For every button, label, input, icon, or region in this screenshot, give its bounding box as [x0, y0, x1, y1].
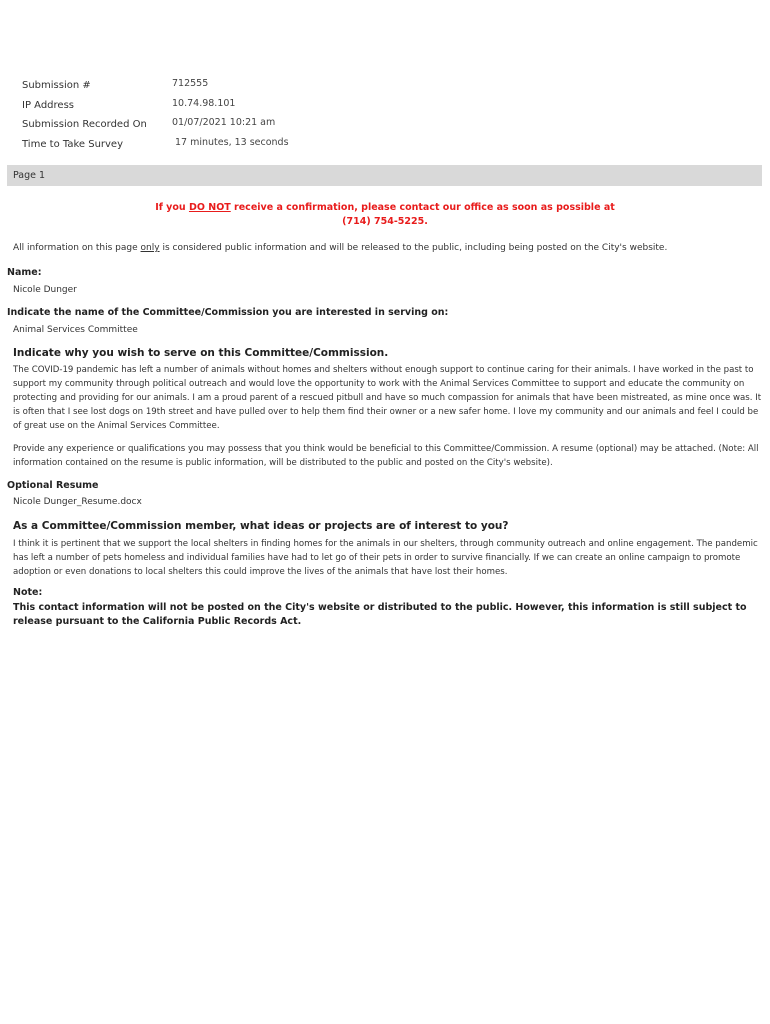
public-note-suffix: is considered public information and will be released to the public, including being posted on the City's website. — [159, 243, 668, 253]
ip-address-value: 10.74.98.101 — [172, 97, 236, 109]
note-text: This contact information will not be posted on the City's website or distributed to the public. However, this information is still subject to release pursuant to the California Public Records Act. — [13, 602, 747, 627]
name-value: Nicole Dunger — [13, 285, 77, 295]
why-serve-answer: The COVID-19 pandemic has left a number of animals without homes and shelters without enough support to continue caring for their animals. I have worked in the past to support my community through political outreach and would love the opportunity to work with the Animal Services Committee to support and educate the community on protecting and providing for our animals. I am a proud parent of a rescued pitbull and have so much compassion for animals that have been mistreated, as mine once was. It is often that I see lost dogs on 19th street and have pulled over to help them find their owner or a new safer home. I love my community and our animals and feel I could be of great use on the Animal Services Committee. — [13, 365, 762, 431]
warning-prefix: If you — [155, 202, 189, 213]
ideas-answer: I think it is pertinent that we support the local shelters in finding homes for the animals in our shelters, through community outreach and online engagement. The pandemic has left a number of pets homeless and individual families have had to let go of their pets in order to survive financially. If we can create an online campaign to promote adoption or even donations to local shelters this could improve the lives of the animals that have lost their homes. — [13, 539, 758, 577]
warning-line — [0, 201, 770, 215]
submission-number-value: 712555 — [172, 78, 209, 89]
warning-suffix: receive a confirmation, please contact our office as soon as possible at — [230, 202, 615, 213]
ideas-question: As a Committee/Commission member, what ideas or projects are of interest to you? — [13, 520, 509, 532]
survey-time-label: Time to Take Survey — [22, 138, 124, 150]
why-serve-question: Indicate why you wish to serve on this Committee/Commission. — [13, 347, 389, 359]
committee-question: Indicate the name of the Committee/Commission you are interested in serving on: — [7, 307, 449, 318]
public-information-note — [13, 243, 667, 253]
name-label: Name: — [7, 267, 42, 278]
note-label: Note: — [13, 587, 43, 598]
page-header-bar: Page 1 — [7, 165, 762, 186]
ip-address-label: IP Address — [22, 99, 74, 111]
experience-question: Provide any experience or qualifications you may possess that you think would be beneficial to this Committee/Commission. A resume (optional) may be attached. (Note: All information contained on the resume is public information, will be distributed to the public and posted on the City's website). — [13, 444, 759, 468]
resume-file-link[interactable]: Nicole Dunger_Resume.docx — [13, 497, 142, 507]
warning-phone: (714) 754-5225. — [342, 216, 428, 227]
submission-number-label: Submission # — [22, 80, 91, 91]
recorded-on-label: Submission Recorded On — [22, 119, 147, 130]
committee-answer: Animal Services Committee — [13, 325, 138, 335]
confirmation-warning — [0, 201, 770, 229]
recorded-on-value: 01/07/2021 10:21 am — [172, 117, 276, 128]
survey-time-value: 17 minutes, 13 seconds — [175, 136, 289, 148]
optional-resume-label: Optional Resume — [7, 480, 99, 491]
warning-emphasis: DO NOT — [188, 202, 231, 213]
public-note-emphasis: only — [140, 243, 160, 253]
public-note-prefix: All information on this page — [13, 243, 141, 253]
